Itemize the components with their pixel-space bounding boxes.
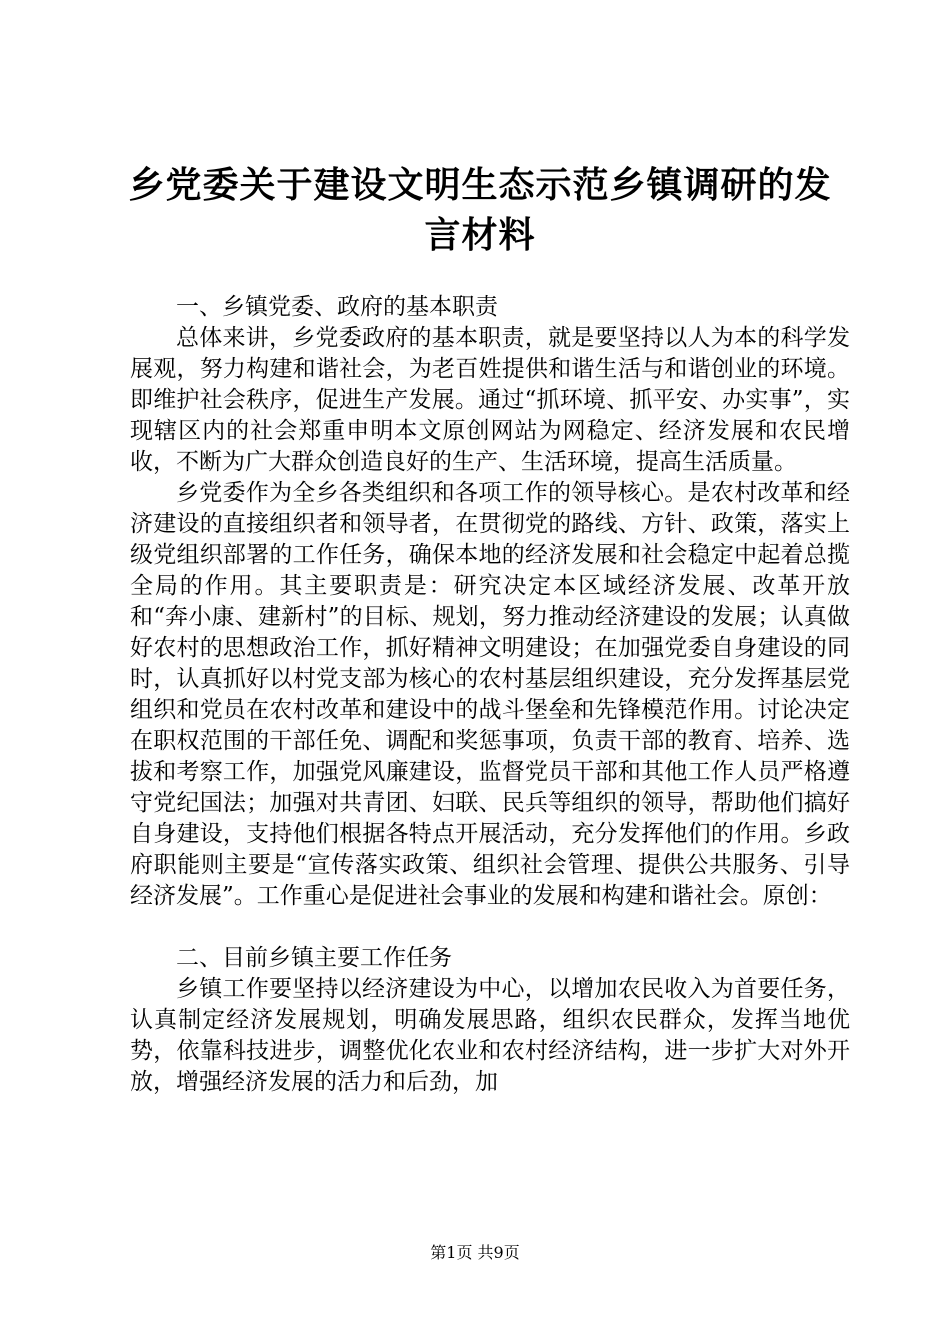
page-number-footer: 第1页 共9页 <box>430 1243 520 1262</box>
section2-paragraph-1: 乡镇工作要坚持以经济建设为中心，以增加农民收入为首要任务，认真制定经济发展规划，明确发展思路，组织农民群众，发挥当地优势，依靠科技进步，调整优化农业和农村经济结构，进一步扩大对外开放，增强经济发展的活力和后劲，加 <box>130 976 850 1095</box>
section-heading-1: 一、乡镇党委、政府的基本职责 <box>176 294 498 320</box>
paragraph-spacer <box>130 912 850 943</box>
section1-paragraph-1: 总体来讲，乡党委政府的基本职责，就是要坚持以人为本的科学发展观，努力构建和谐社会，为老百姓提供和谐生活与和谐创业的环境。即维护社会秩序，促进生产发展。通过“抓环境、抓平安、办实事”，实现辖区内的社会郑重申明本文原创网站为网稳定、经济发展和农民增收，不断为广大群众创造良好的生产、生活环境，提高生活质量。 <box>130 325 850 475</box>
document-body <box>130 292 850 1098</box>
section1-paragraph-2: 乡党委作为全乡各类组织和各项工作的领导核心。是农村改革和经济建设的直接组织者和领导者，在贯彻党的路线、方针、政策，落实上级党组织部署的工作任务，确保本地的经济发展和社会稳定中起着总揽全局的作用。其主要职责是：研究决定本区域经济发展、改革开放和“奔小康、建新村”的目标、规划，努力推动经济建设的发展；认真做好农村的思想政治工作，抓好精神文明建设；在加强党委自身建设的同时，认真抓好以村党支部为核心的农村基层组织建设，充分发挥基层党组织和党员在农村改革和建设中的战斗堡垒和先锋模范作用。讨论决定在职权范围的干部任免、调配和奖惩事项，负责干部的教育、培养、选拔和考察工作，加强党风廉建设，监督党员干部和其他工作人员严格遵守党纪国法；加强对共青团、妇联、民兵等组织的领导，帮助他们搞好自身建设，支持他们根据各特点开展活动，充分发挥他们的作用。乡政府职能则主要是“宣传落实政策、组织社会管理、提供公共服务、引导经济发展”。工作重心是促进社会事业的发展和构建和谐社会。原创： <box>130 480 850 909</box>
document-title: 乡党委关于建设文明生态示范乡镇调研的发言材料 <box>128 164 832 256</box>
section-heading-2: 二、目前乡镇主要工作任务 <box>176 945 452 971</box>
